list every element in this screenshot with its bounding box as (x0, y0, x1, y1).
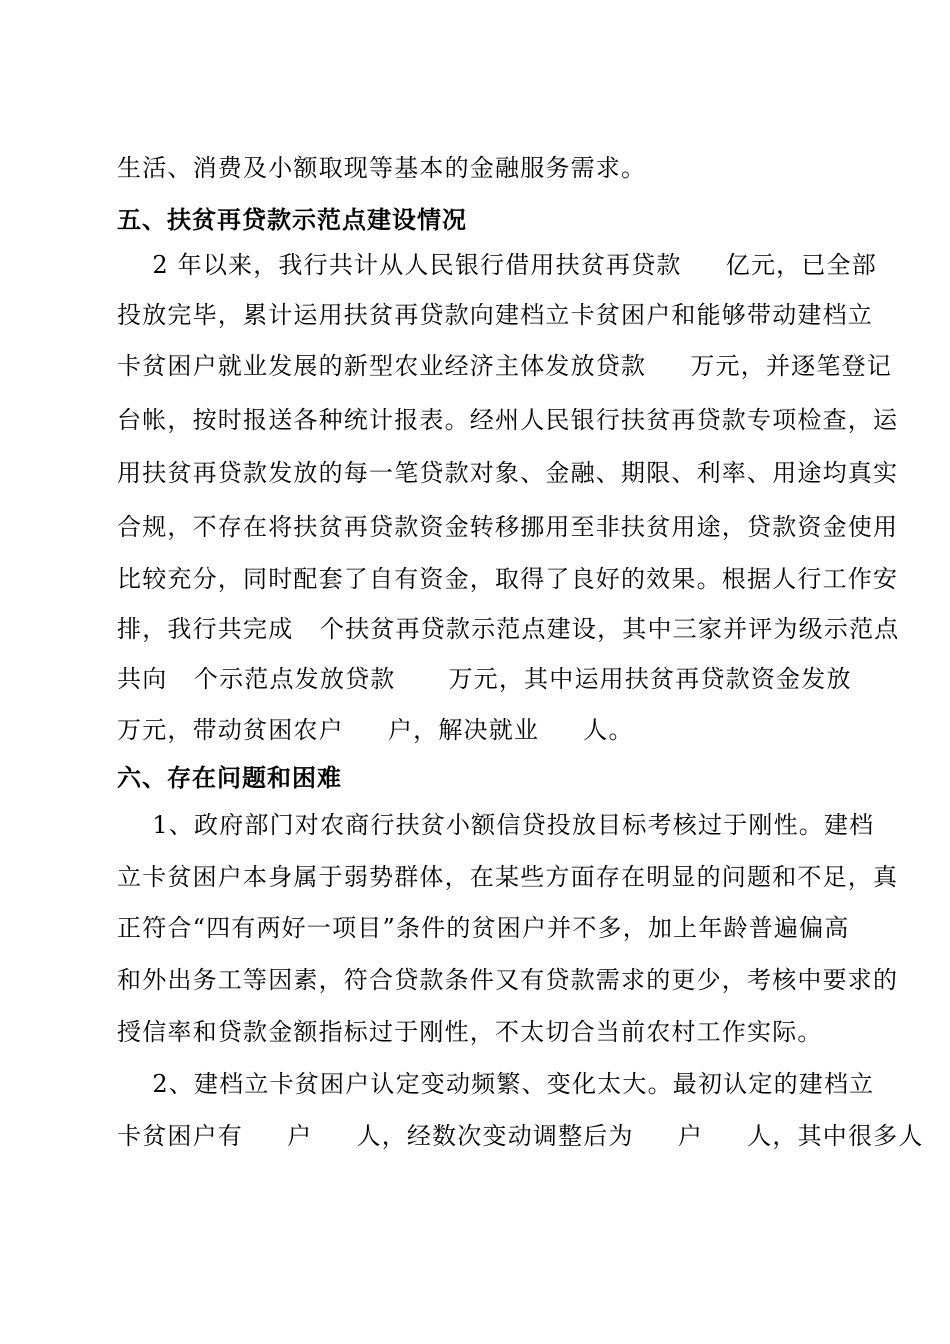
text-line: 生活、消费及小额取现等基本的金融服务需求。 (117, 154, 647, 182)
text-line: 卡贫困户有 户 人，经数次变动调整后为 户 人，其中很多人 (117, 1122, 924, 1150)
section-heading-6: 六、存在问题和困难 (117, 764, 342, 792)
text-line: 排，我行共完成 个扶贫再贷款示范点建设，其中三家并评为级示范点 (117, 615, 900, 643)
text-line: 合规，不存在将扶贫再贷款资金转移挪用至非扶贫用途，贷款资金使用 (117, 513, 899, 541)
text-line: 卡贫困户就业发展的新型农业经济主体发放贷款 万元，并逐笔登记 (117, 352, 892, 380)
text-line: 比较充分，同时配套了自有资金，取得了良好的效果。根据人行工作安 (117, 565, 899, 593)
section-heading-5: 五、扶贫再贷款示范点建设情况 (117, 206, 467, 234)
text-line: 和外出务工等因素，符合贷款条件又有贷款需求的更少，考核中要求的 (117, 966, 899, 994)
text-line: 共向 个示范点发放贷款 万元，其中运用扶贫再贷款资金发放 (117, 665, 852, 693)
text-line: 台帐，按时报送各种统计报表。经州人民银行扶贫再贷款专项检查，运 (117, 406, 899, 434)
text-line: 万元，带动贫困农户 户，解决就业 人。 (117, 716, 634, 744)
text-line: 立卡贫困户本身属于弱势群体，在某些方面存在明显的问题和不足，真 (117, 863, 899, 891)
text-line: 投放完毕，累计运用扶贫再贷款向建档立卡贫困户和能够带动建档立 (117, 301, 873, 329)
text-line: 2 年以来，我行共计从人民银行借用扶贫再贷款 亿元，已全部 (117, 251, 877, 279)
text-line: 正符合“四有两好一项目”条件的贫困户并不多，加上年龄普遍偏高 (117, 914, 850, 942)
text-line: 授信率和贷款金额指标过于刚性，不太切合当前农村工作实际。 (117, 1018, 823, 1046)
text-line: 用扶贫再贷款发放的每一笔贷款对象、金融、期限、利率、用途均真实 (117, 459, 899, 487)
text-line: 1、政府部门对农商行扶贫小额信贷投放目标考核过于刚性。建档 (117, 811, 875, 839)
text-line: 2、建档立卡贫困户认定变动频繁、变化太大。最初认定的建档立 (117, 1070, 875, 1098)
